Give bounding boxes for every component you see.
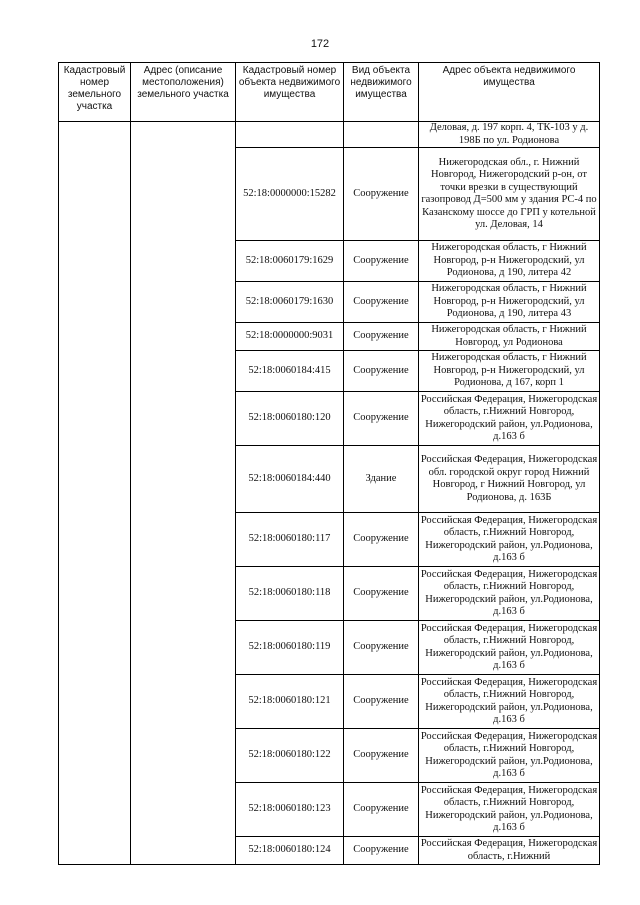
property-table — [58, 62, 600, 865]
object-type: Сооружение — [344, 837, 419, 865]
object-type: Сооружение — [344, 675, 419, 729]
object-address: Российская Федерация, Нижегородская область, г.Нижний Новгород, Нижегородский район, ул.Родионова, д.163 б — [419, 783, 600, 837]
object-type: Сооружение — [344, 241, 419, 282]
object-address: Нижегородская область, г Нижний Новгород, р-н Нижегородский, ул Родионова, д 190, литера 42 — [419, 241, 600, 282]
object-address: Деловая, д. 197 корп. 4, ТК-103 у д. 198Б по ул. Родионова — [419, 122, 600, 148]
object-cadastral-number: 52:18:0060180:122 — [236, 729, 344, 783]
object-cadastral-number — [236, 122, 344, 148]
object-address: Российская Федерация, Нижегородская область, г.Нижний Новгород, Нижегородский район, ул.Родионова, д.163 б — [419, 729, 600, 783]
object-type — [344, 122, 419, 148]
object-cadastral-number: 52:18:0060180:124 — [236, 837, 344, 865]
object-cadastral-number: 52:18:0060180:119 — [236, 621, 344, 675]
object-type: Сооружение — [344, 351, 419, 392]
table-header-row — [59, 63, 600, 122]
object-type: Сооружение — [344, 392, 419, 446]
object-address: Нижегородская область, г Нижний Новгород, ул Родионова — [419, 323, 600, 351]
object-address: Нижегородская обл., г. Нижний Новгород, Нижегородский р-он, от точки врезки в существующий газопровод Д=500 мм у здания РС-4 по Казанскому шоссе до ГРП у котельной ул. Деловая, 14 — [419, 148, 600, 241]
object-cadastral-number: 52:18:0060184:415 — [236, 351, 344, 392]
object-address: Российская Федерация, Нижегородская область, г.Нижний — [419, 837, 600, 865]
object-cadastral-number: 52:18:0060179:1629 — [236, 241, 344, 282]
object-cadastral-number: 52:18:0000000:9031 — [236, 323, 344, 351]
header-object-address: Адрес объекта недвижимого имущества — [419, 63, 600, 122]
land-address-cell — [131, 122, 236, 865]
object-address: Российская Федерация, Нижегородская обл. городской округ город Нижний Новгород, г Нижний Новгород, ул Родионова, д. 163Б — [419, 446, 600, 513]
object-cadastral-number: 52:18:0060180:121 — [236, 675, 344, 729]
object-type: Сооружение — [344, 282, 419, 323]
land-cadastral-number-cell — [59, 122, 131, 865]
object-address: Российская Федерация, Нижегородская область, г.Нижний Новгород, Нижегородский район, ул.Родионова, д.163 б — [419, 392, 600, 446]
object-cadastral-number: 52:18:0000000:15282 — [236, 148, 344, 241]
object-cadastral-number: 52:18:0060180:118 — [236, 567, 344, 621]
object-address: Нижегородская область, г Нижний Новгород, р-н Нижегородский, ул Родионова, д 167, корп 1 — [419, 351, 600, 392]
object-type: Сооружение — [344, 148, 419, 241]
object-type: Сооружение — [344, 513, 419, 567]
object-type: Сооружение — [344, 621, 419, 675]
object-address: Российская Федерация, Нижегородская область, г.Нижний Новгород, Нижегородский район, ул.Родионова, д.163 б — [419, 567, 600, 621]
object-type: Сооружение — [344, 323, 419, 351]
object-type: Сооружение — [344, 783, 419, 837]
object-address: Российская Федерация, Нижегородская область, г.Нижний Новгород, Нижегородский район, ул.Родионова, д.163 б — [419, 621, 600, 675]
object-type: Сооружение — [344, 567, 419, 621]
object-cadastral-number: 52:18:0060180:123 — [236, 783, 344, 837]
page-number: 172 — [310, 38, 330, 50]
header-object-type: Вид объекта недвижимого имущества — [344, 63, 419, 122]
header-land-cadastral-number: Кадастровый номер земельного участка — [59, 63, 131, 122]
object-address: Нижегородская область, г Нижний Новгород, р-н Нижегородский, ул Родионова, д 190, литера 43 — [419, 282, 600, 323]
header-object-cadastral-number: Кадастровый номер объекта недвижимого имущества — [236, 63, 344, 122]
object-cadastral-number: 52:18:0060180:117 — [236, 513, 344, 567]
object-cadastral-number: 52:18:0060180:120 — [236, 392, 344, 446]
object-type: Сооружение — [344, 729, 419, 783]
object-cadastral-number: 52:18:0060184:440 — [236, 446, 344, 513]
object-type: Здание — [344, 446, 419, 513]
object-cadastral-number: 52:18:0060179:1630 — [236, 282, 344, 323]
object-address: Российская Федерация, Нижегородская область, г.Нижний Новгород, Нижегородский район, ул.Родионова, д.163 б — [419, 675, 600, 729]
table-row — [59, 122, 600, 148]
header-land-address: Адрес (описание местоположения) земельного участка — [131, 63, 236, 122]
object-address: Российская Федерация, Нижегородская область, г.Нижний Новгород, Нижегородский район, ул.Родионова, д.163 б — [419, 513, 600, 567]
